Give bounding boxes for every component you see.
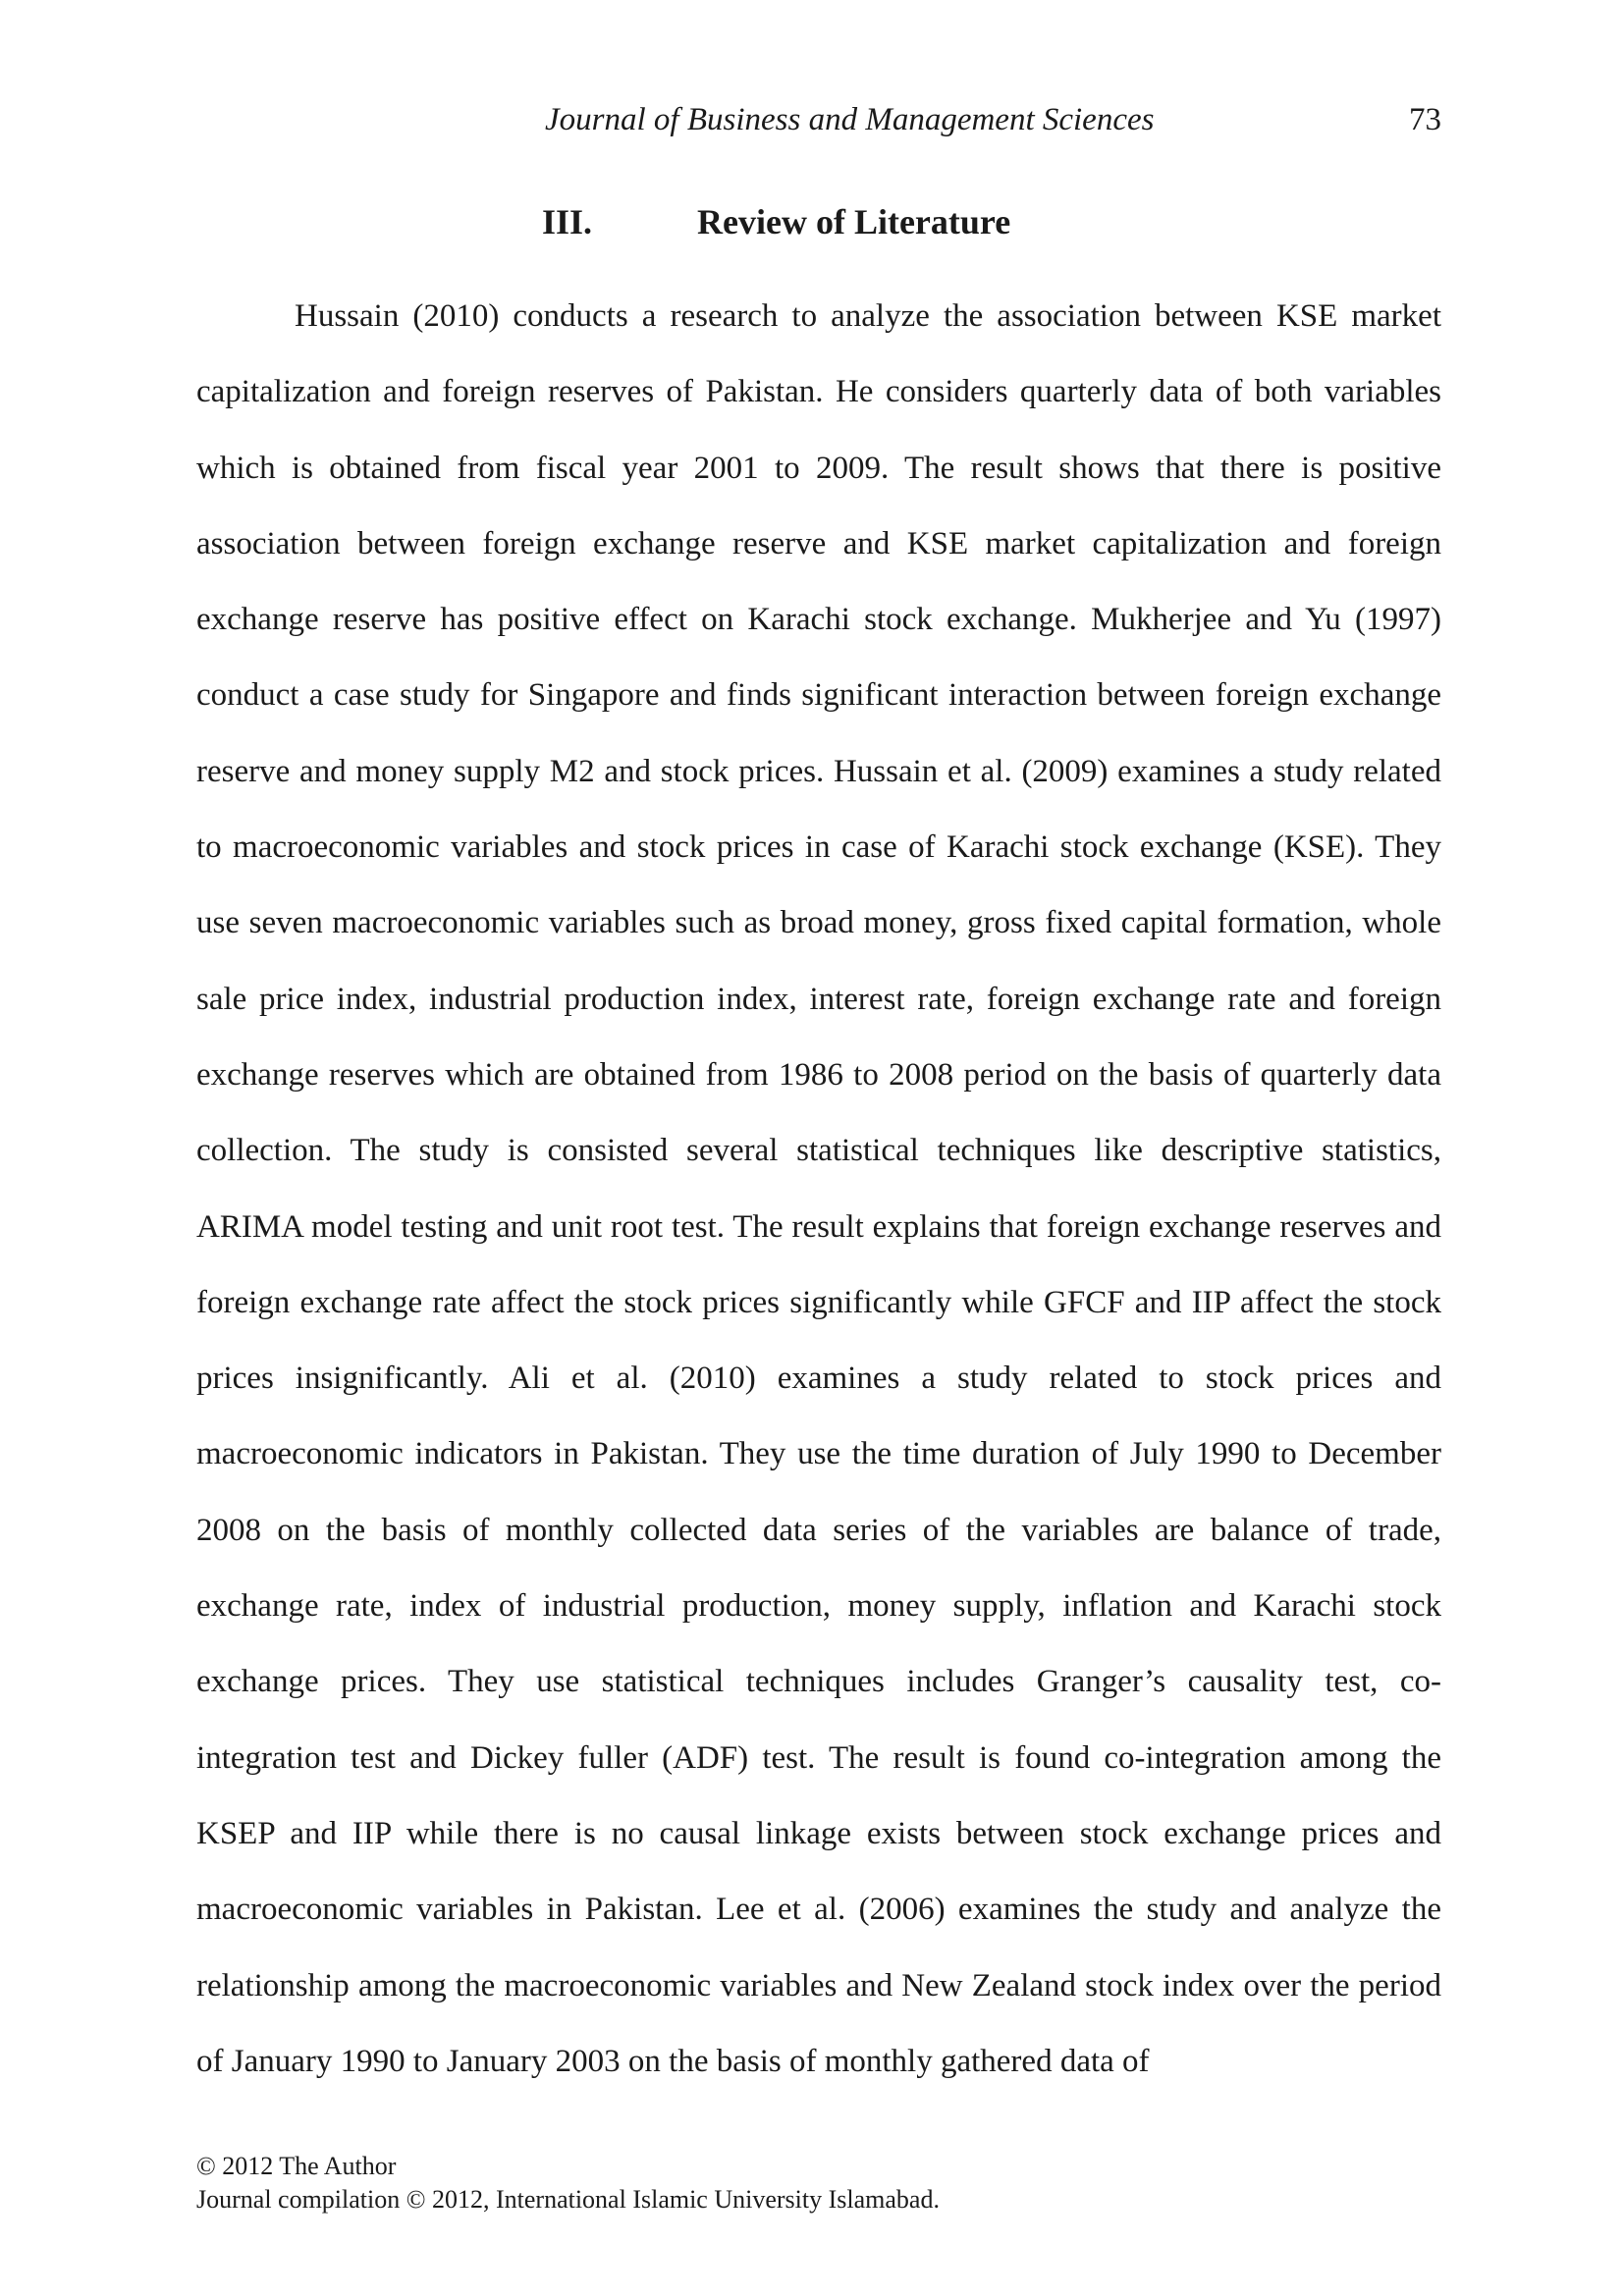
running-header [196, 96, 1441, 143]
page-number: 73 [1409, 102, 1441, 137]
section-number: III. [542, 202, 593, 241]
journal-compilation-line: Journal compilation © 2012, International Islamic University Islamabad. [196, 2185, 940, 2214]
journal-title: Journal of Business and Management Sciences [545, 102, 1155, 137]
section-title: Review of Literature [697, 202, 1011, 241]
copyright-line: © 2012 The Author [196, 2152, 397, 2180]
body-paragraph: Hussain (2010) conducts a research to analyze the association between KSE market capitalization and foreign reserves of Pakistan. He considers quarterly data of both variables which is obtained from fiscal year 2001 to 2009. The result shows that there is positive association between foreign exchange reserve and KSE market capitalization and foreign exchange reserve has positive effect on Karachi stock exchange. Mukherjee and Yu (1997) conduct a case study for Singapore and finds significant interaction between foreign exchange reserve and money supply M2 and stock prices. Hussain et al. (2009) examines a study related to macroeconomic variables and stock prices in case of Karachi stock exchange (KSE). They use seven macroeconomic variables such as broad money, gross fixed capital formation, whole sale price index, industrial production index, interest rate, foreign exchange rate and foreign exchange reserves which are obtained from 1986 to 2008 period on the basis of quarterly data collection. The study is consisted several statistical techniques like descriptive statistics, ARIMA model testing and unit root test. The result explains that foreign exchange reserves and foreign exchange rate affect the stock prices significantly while GFCF and IIP affect the stock prices insignificantly. Ali et al. (2010) examines a study related to stock prices and macroeconomic indicators in Pakistan. They use the time duration of July 1990 to December 2008 on the basis of monthly collected data series of the variables are balance of trade, exchange rate, index of industrial production, money supply, inflation and Karachi stock exchange prices. They use statistical techniques includes Granger’s causality test, co-integration test and Dickey fuller (ADF) test. The result is found co-integration among the KSEP and IIP while there is no causal linkage exists between stock exchange prices and macroeconomic variables in Pakistan. Lee et al. (2006) examines the study and analyze the relationship among the macroeconomic variables and New Zealand stock index over the period of January 1990 to January 2003 on the basis of monthly gathered data of [196, 298, 1441, 2079]
page-footer [196, 2150, 1441, 2216]
section-heading [196, 196, 1441, 247]
